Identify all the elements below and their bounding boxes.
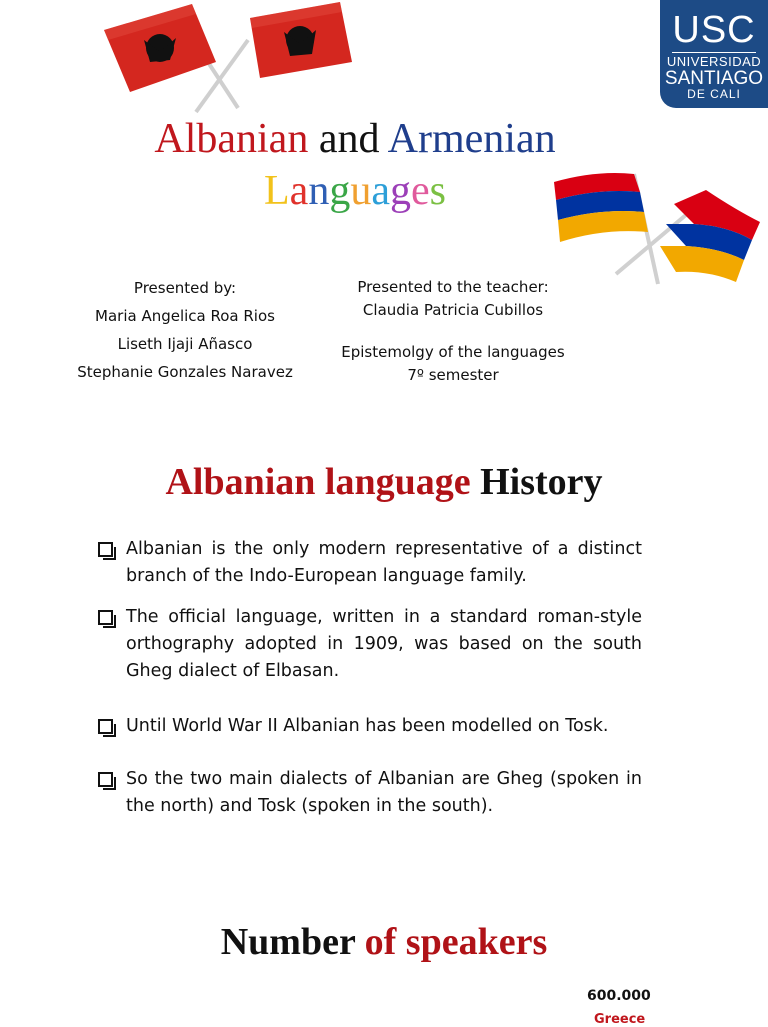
speakers-heading-black: Number	[220, 921, 356, 963]
list-item: Albanian is the only modern representative of a distinct branch of the Indo-European language family.	[98, 536, 642, 590]
checkbox-bullet-icon	[98, 542, 113, 557]
subtitle-letter: e	[410, 168, 430, 214]
presenter-name: Stephanie Gonzales Naravez	[77, 363, 293, 381]
speakers-value: 600.000	[587, 988, 651, 1004]
albanian-flag-left	[104, 4, 216, 92]
armenian-flag-left	[554, 173, 648, 242]
logo-line1: UNIVERSIDAD	[666, 54, 762, 69]
logo-line2: SANTIAGO	[664, 68, 764, 89]
title-armenian: Armenian	[387, 116, 556, 162]
presenter-name: Maria Angelica Roa Rios	[95, 307, 275, 325]
teacher-heading: Presented to the teacher:	[357, 278, 549, 296]
course-name: Epistemolgy of the languages	[341, 343, 565, 361]
speakers-country: Greece	[594, 1012, 646, 1027]
albanian-flag-pair-icon	[100, 0, 360, 120]
presenter-name: Liseth Ijaji Añasco	[117, 335, 253, 353]
checkbox-bullet-icon	[98, 772, 113, 787]
subtitle-letter: a	[289, 168, 309, 214]
presenters-block	[60, 274, 310, 386]
albanian-flag-right	[250, 2, 352, 78]
page-title	[0, 112, 710, 166]
usc-logo	[660, 0, 768, 108]
teacher-name: Claudia Patricia Cubillos	[362, 301, 544, 319]
logo-line3: DE CALI	[687, 87, 741, 101]
speakers-heading	[0, 920, 768, 964]
list-item: The official language, written in a standard roman-style orthography adopted in 1909, was based on the south Gheg dialect of Elbasan.	[98, 604, 642, 685]
title-albanian: Albanian	[154, 116, 309, 162]
history-heading-red: Albanian language	[165, 461, 471, 503]
subtitle-letter: g	[329, 168, 351, 214]
subtitle-letter: a	[371, 168, 390, 214]
list-item: Until World War II Albanian has been modelled on Tosk.	[98, 713, 642, 740]
checkbox-bullet-icon	[98, 610, 113, 625]
subtitle-letter: n	[308, 168, 330, 214]
subtitle-letter: g	[389, 168, 411, 214]
speakers-heading-red: of speakers	[364, 921, 548, 963]
list-item: So the two main dialects of Albanian are Gheg (spoken in the north) and Tosk (spoken in the south).	[98, 766, 642, 820]
presenters-heading: Presented by:	[133, 279, 237, 297]
history-heading	[0, 460, 768, 504]
albanian-flags	[100, 0, 360, 120]
subtitle-letter: u	[350, 168, 372, 214]
subtitle-letter: L	[264, 168, 290, 214]
teacher-block	[318, 276, 588, 387]
semester: 7º semester	[407, 366, 499, 384]
checkbox-bullet-icon	[98, 719, 113, 734]
history-heading-black: History	[480, 461, 603, 503]
history-bullets	[98, 536, 642, 820]
subtitle-letter: s	[429, 168, 446, 214]
logo-abbr: USC	[672, 9, 756, 51]
title-and: and	[318, 116, 380, 162]
armenian-flag-right	[660, 190, 760, 282]
